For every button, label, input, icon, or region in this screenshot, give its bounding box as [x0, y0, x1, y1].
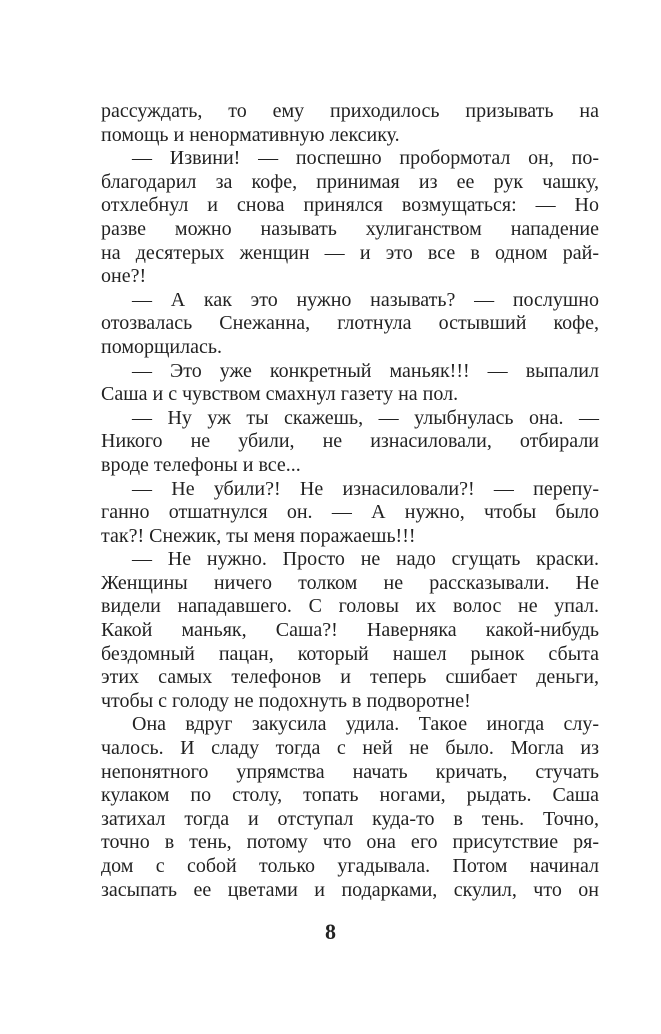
text-line: дом с собой только угадывала. Потом начинал — [101, 855, 599, 877]
text-line: благодарил за кофе, принимая из ее рук чашку, — [101, 170, 599, 193]
text-line: вроде телефоны и все... — [101, 453, 301, 476]
text-line: — Извини! — поспешно пробормотал он, по- — [132, 147, 599, 170]
text-line: отхлебнул и снова принялся возмущаться: — Но — [101, 194, 599, 217]
page-number: 8 — [325, 919, 336, 944]
text-line: — А как это нужно называть? — послушно — [132, 288, 599, 311]
text-line: Саша и с чувством смахнул газету на пол. — [101, 383, 459, 406]
text-line: поморщилась. — [101, 335, 222, 358]
text-line: — Ну уж ты скажешь, — улыбнулась она. — — [132, 406, 599, 429]
text-line: непонятного упрямства начать кричать, стучать — [101, 760, 599, 783]
text-line: оне?! — [101, 265, 147, 288]
text-line: кулаком по столу, топать ногами, рыдать. Саша — [101, 784, 599, 807]
text-line: бездомный пацан, который нашел рынок сбыта — [101, 642, 599, 665]
text-line: рассуждать, то ему приходилось призывать на — [101, 100, 599, 122]
book-page-text — [101, 100, 599, 902]
text-line: разве можно называть хулиганством нападение — [101, 217, 599, 240]
text-line: — Не убили?! Не изнасиловали?! — перепу- — [132, 477, 599, 500]
text-line: Никого не убили, не изнасиловали, отбирали — [101, 430, 599, 453]
text-line: — Не нужно. Просто не надо сгущать краски. — [132, 548, 599, 571]
text-line: этих самых телефонов и теперь сшибает деньги, — [101, 666, 599, 689]
text-line: затихал тогда и отступал куда-то в тень. Точно, — [101, 807, 599, 830]
text-line: — Это уже конкретный маньяк!!! — выпалил — [132, 359, 599, 382]
text-line: так?! Снежик, ты меня поражаешь!!! — [101, 524, 416, 547]
text-line: отозвалась Снежанна, глотнула остывший кофе, — [101, 312, 599, 335]
text-line: чтобы с голоду не подохнуть в подворотне! — [101, 689, 471, 712]
text-line: засыпать ее цветами и подарками, скулил, что он — [101, 878, 599, 901]
text-line: Женщины ничего толком не рассказывали. Не — [101, 571, 599, 594]
text-line: чалось. И сладу тогда с ней не было. Могла из — [101, 737, 599, 760]
text-line: ганно отшатнулся он. — А нужно, чтобы было — [101, 501, 599, 524]
text-line: Какой маньяк, Саша?! Наверняка какой-нибудь — [101, 619, 599, 642]
text-line: на десятерых женщин — и это все в одном рай- — [101, 241, 599, 264]
text-line: Она вдруг закусила удила. Такое иногда слу- — [132, 713, 599, 736]
text-line: помощь и ненормативную лексику. — [101, 123, 400, 146]
text-line: точно в тень, потому что она его присутствие ря- — [101, 831, 599, 854]
text-line: видели нападавшего. С головы их волос не упал. — [101, 595, 599, 618]
